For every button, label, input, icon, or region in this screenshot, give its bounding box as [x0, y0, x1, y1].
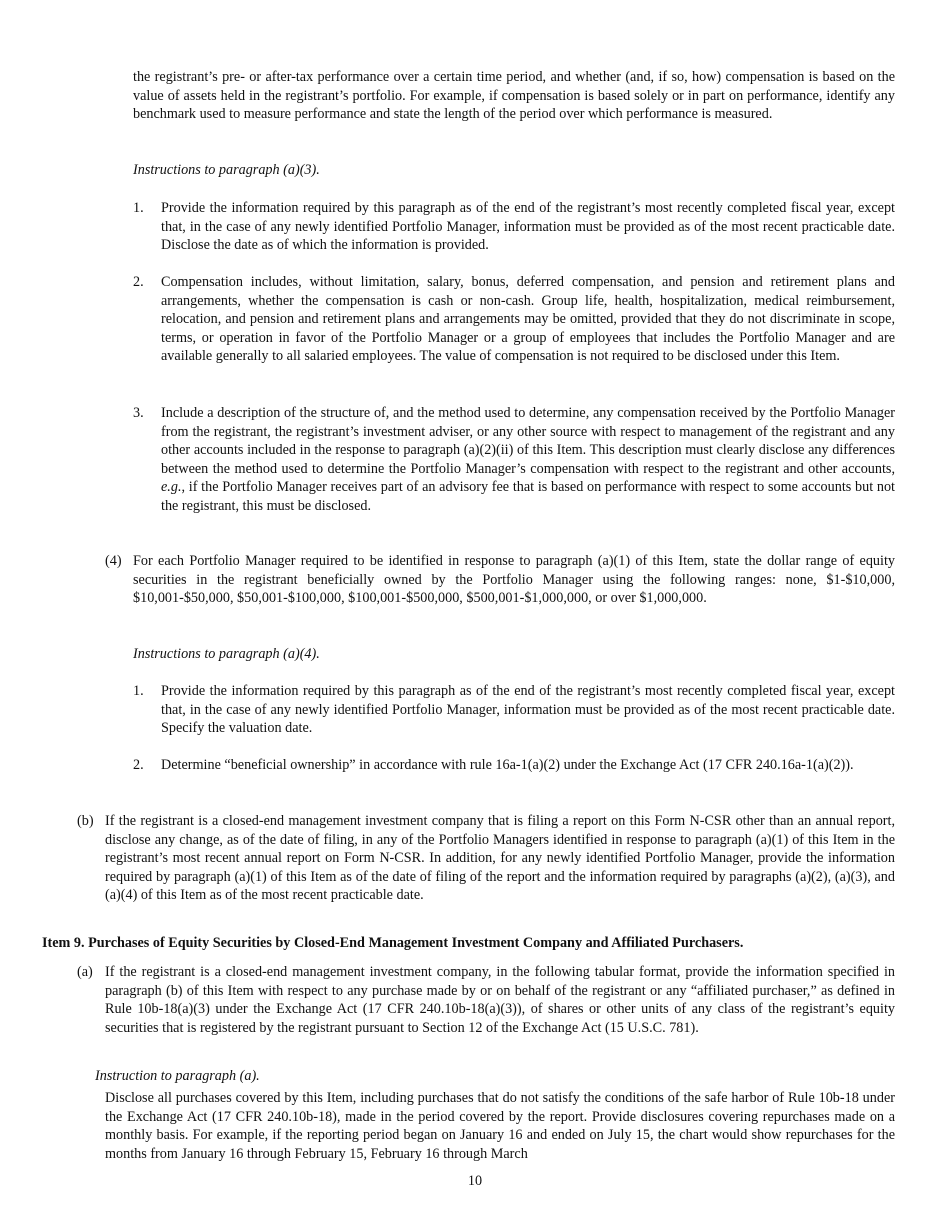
page-number: 10	[467, 1173, 483, 1189]
list-number: 2.	[133, 757, 144, 773]
list-item: Provide the information required by this paragraph as of the end of the registrant’s most recently completed fiscal year, except that, in the case of any newly identified Portfolio Manager, information must be provided as of the most recent practicable date. Disclose the date as of which the information is provided.	[161, 200, 895, 254]
eg-abbreviation: e.g.	[161, 479, 182, 496]
paragraph-number: (a)	[77, 964, 93, 980]
paragraph-number: (4)	[105, 553, 122, 569]
instructions-a4-heading: Instructions to paragraph (a)(4).	[133, 646, 320, 662]
list-number: 1.	[133, 200, 144, 216]
list-item: Determine “beneficial ownership” in accordance with rule 16a-1(a)(2) under the Exchange Act (17 CFR 240.16a-1(a)(2)).	[161, 757, 854, 773]
paragraph-a4: For each Portfolio Manager required to be identified in response to paragraph (a)(1) of this Item, state the dollar range of equity securities in the registrant beneficially owned by the Portfolio Manager using the following ranges: none, $1-$10,000, $10,001-$50,000, $50,001-$100,000, $100,001-$500,000, $500,001-$1,000,000, or over $1,000,000.	[133, 553, 895, 607]
list-item: Include a description of the structure of, and the method used to determine, any compensation received by the Portfolio Manager from the registrant, the registrant’s investment adviser, or any other source with respect to management of the registrant and any other accounts included in the response to paragraph (a)(2)(ii) of this Item. This description must clearly disclose any differences between the method used to determine the Portfolio Manager’s compensation with respect to the registrant and other accounts, e.g., if the Portfolio Manager receives part of an advisory fee that is based on performance with respect to some accounts but not the registrant, this must be disclosed.	[161, 405, 895, 514]
list-item: Provide the information required by this paragraph as of the end of the registrant’s most recently completed fiscal year, except that, in the case of any newly identified Portfolio Manager, information must be provided as of the most recent practicable date. Specify the valuation date.	[161, 683, 895, 737]
list-item: Compensation includes, without limitation, salary, bonus, deferred compensation, and pension and retirement plans and arrangements, whether the compensation is cash or non-cash. Group life, health, hospitalization, medical reimbursement, relocation, and pension and retirement plans and arrangements may be omitted, provided that they do not discriminate in scope, terms, or operation in favor of the Portfolio Manager or a group of employees that includes the Portfolio Manager and are available generally to all salaried employees. The value of compensation is not required to be disclosed under this Item.	[161, 274, 895, 365]
instructions-a3-heading: Instructions to paragraph (a)(3).	[133, 162, 320, 178]
item9-instruction-heading: Instruction to paragraph (a).	[95, 1068, 260, 1084]
list-number: 2.	[133, 274, 144, 290]
paragraph-b: If the registrant is a closed-end management investment company that is filing a report on this Form N-CSR other than an annual report, disclose any change, as of the date of filing, in any of the Portfolio Managers identified in response to paragraph (a)(1) of this Item in the registrant’s most recent annual report on Form N-CSR. In addition, for any newly identified Portfolio Manager, provide the information required by paragraph (a)(1) of this Item as of the date of filing of the report and the information required by paragraphs (a)(2), (a)(3), and (a)(4) of this Item as of the most recent practicable date.	[105, 813, 895, 904]
list-number: 3.	[133, 405, 144, 421]
item9-paragraph-a: If the registrant is a closed-end management investment company, in the following tabular format, provide the information specified in paragraph (b) of this Item with respect to any purchase made by or on behalf of the registrant or any “affiliated purchaser,” as defined in Rule 10b-18(a)(3) under the Exchange Act (17 CFR 240.10b-18(a)(3)), of shares or other units of any class of the registrant’s equity securities that is registered by the registrant pursuant to Section 12 of the Exchange Act (15 U.S.C. 781).	[105, 964, 895, 1036]
item9-instruction-text: Disclose all purchases covered by this Item, including purchases that do not satisfy the conditions of the safe harbor of Rule 10b-18 under the Exchange Act (17 CFR 240.10b-18), made in the period covered by the report. Provide disclosures covering repurchases made on a monthly basis. For example, if the reporting period began on January 16 and ended on July 15, the chart would show repurchases for the months from January 16 through February 15, February 16 through March	[105, 1090, 895, 1162]
top-paragraph: the registrant’s pre- or after-tax performance over a certain time period, and whether (and, if so, how) compensation is based on the value of assets held in the registrant’s portfolio. For example, if compensation is based solely or in part on performance, identify any benchmark used to measure performance and state the length of the period over which performance is measured.	[133, 69, 895, 123]
item9-heading: Item 9. Purchases of Equity Securities by Closed-End Management Investment Company and Affiliated Purchasers.	[42, 935, 744, 951]
list-number: 1.	[133, 683, 144, 699]
paragraph-number: (b)	[77, 813, 94, 829]
